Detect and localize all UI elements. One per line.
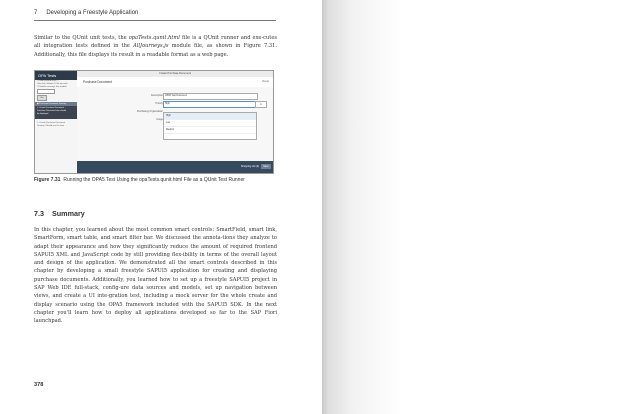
running-header <box>34 10 276 21</box>
qunit-option-line: ☐ Enable coverage Test module <box>37 85 67 88</box>
app-footer <box>77 161 273 173</box>
intro-text-1: Similar to the QUnit unit tests, the <box>34 35 129 41</box>
app-shell-bar: Create Purchase Document <box>77 71 273 78</box>
priority-label: Priority <box>155 102 163 105</box>
qunit-result-line: Purchase Document form should <box>37 109 67 112</box>
qunit-option-line: ☐ Hide passed tests ☐ <box>37 80 59 83</box>
dropdown-option: Low <box>164 120 256 127</box>
app-title-text: Purchase Document <box>83 80 112 84</box>
qunit-footer-line: 1. Create Purchase Document <box>37 121 65 124</box>
form-row-priority <box>77 101 273 107</box>
chapter-title: Developing a Freestyle Application <box>46 10 139 16</box>
qunit-sidebar <box>35 71 78 173</box>
summary-paragraph: In this chapter, you learned about the most common smart controls: SmartField, smart link, SmartForm, smart table, and smart filter bar. We discussed the annota-tions they analyze to adapt their appearance and how they significantly reduce the amount of required frontend SAPUI5 XML and JavaScript code by still providing flex-ibility in terms of the overall layout and design of the application. We demonstrated all the smart controls described in this chapter by developing a small freestyle SAPUI5 application for creating and displaying purchase documents. Additionally, you learned how to set up a freestyle SAPUI5 project in SAP Web IDE full-stack, config-ure data sources and models, set up navigation between views, and create a UI inte-gration test, including a mock server for the whole create and display scenario using the OPA5 framework included with the SAPUI5 SDK. In the next chapter you'll learn how to deploy all applications developed so far to the SAP Fiori launchpad. <box>34 227 277 325</box>
app-reset-link: Reset <box>262 80 269 83</box>
intro-paragraph <box>34 34 277 59</box>
qunit-filter-input <box>37 89 55 94</box>
image-label: Image <box>156 118 163 121</box>
page-gutter-shadow <box>322 0 638 414</box>
priority-field: High <box>163 101 258 108</box>
figure-caption-text: Running the OPA5 Test Using the opaTests.qunit.html File as a QUnit Test Runner <box>63 177 245 183</box>
qunit-title: OPA Tests <box>35 71 77 80</box>
dropdown-option: High <box>164 113 256 120</box>
app-form <box>77 87 273 161</box>
section-heading <box>34 209 85 218</box>
section-number: 7.3 <box>34 209 44 218</box>
qunit-go-button: Go <box>37 95 47 101</box>
intro-filename-2: AllJourneys.js <box>133 43 169 50</box>
footer-save-button: Save <box>261 164 271 169</box>
chapter-number: 7 <box>34 10 38 16</box>
priority-dropdown-list <box>163 112 257 140</box>
figure-label: Figure 7.31 <box>34 177 61 183</box>
qunit-footer-line: Journey: Should see the form <box>37 124 65 127</box>
intro-text-2: file is a QUnit runner and exe-cutes all integration tests defined in the <box>34 35 277 50</box>
figure-screenshot <box>34 70 274 174</box>
qunit-result-line: be displayed <box>37 112 49 115</box>
qunit-result-block <box>35 106 77 119</box>
section-title: Summary <box>52 209 85 218</box>
intro-filename-1: opaTests.qunit.html <box>128 35 180 41</box>
footer-shopping-list: Shopping List (0) <box>240 165 259 168</box>
description-label: Description <box>151 94 163 97</box>
qunit-result-line: 1. Create Purchase Document <box>37 107 64 110</box>
qunit-module-bar: ◼ Purchase Document Journey <box>35 102 77 106</box>
chevron-down-icon: ▾ <box>255 101 267 108</box>
dropdown-option: Medium <box>164 127 256 134</box>
description-field: OPA5 Test Document <box>163 93 258 100</box>
purch-org-label: Purchasing Organization <box>136 110 163 113</box>
form-row-description <box>77 93 273 99</box>
intro-text-3: module file, as shown in Figure 7.31. Additionally, this file displays its result in a readable format as a web page. <box>34 43 277 58</box>
page-number: 378 <box>34 382 44 388</box>
figure-caption <box>34 176 277 184</box>
qunit-option-line: Check for Globals ☐ No try-catch <box>37 83 68 86</box>
